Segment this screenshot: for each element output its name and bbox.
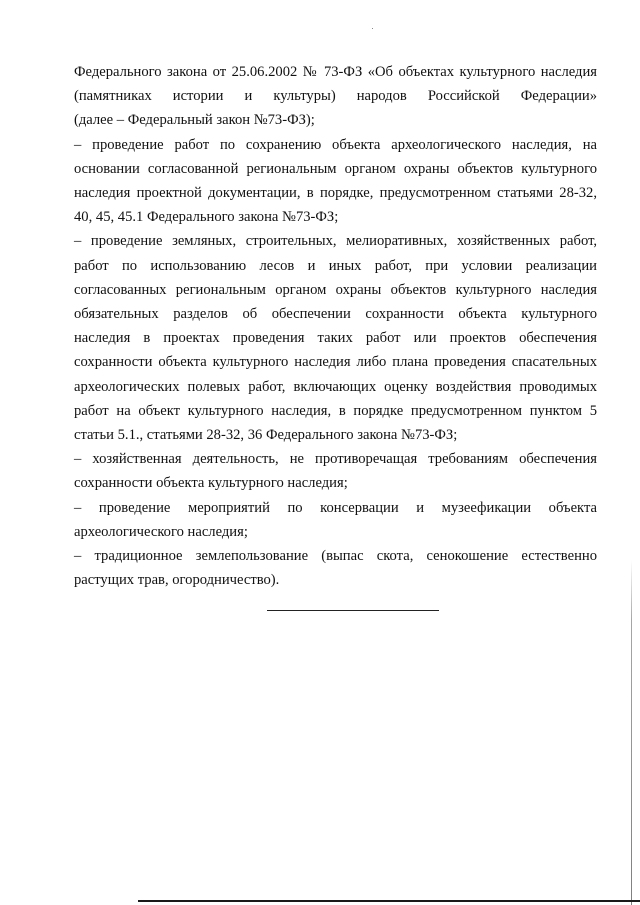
paragraph-law-reference-line-1: Федерального закона от 25.06.2002 № 73-ФЗ «Об объектах культурного наследия (74, 64, 597, 80)
list-item-land-use-line-1: – традиционное землепользование (выпас скота, сенокошение естественно (74, 548, 597, 565)
list-item-earthworks-line-6: сохранности объекта культурного наследия либо плана проведения спасательных (74, 354, 597, 371)
list-item-economic-activity-line-2: сохранности объекта культурного наследия; (74, 475, 348, 492)
list-item-conservation-line-2: археологического наследия; (74, 523, 248, 540)
list-item-economic-activity-line-1: – хозяйственная деятельность, не противоречащая требованиям обеспечения (74, 451, 597, 468)
paragraph-law-reference-line-3: (далее – Федеральный закон №73-ФЗ); (74, 112, 315, 129)
list-item-preservation-works-line-3: наследия проектной документации, в порядке, предусмотренном статьями 28-32, (74, 185, 597, 202)
end-of-text-rule (267, 610, 439, 611)
list-item-earthworks-line-4: обязательных разделов об обеспечении сохранности объекта культурного (74, 306, 597, 323)
document-body (74, 60, 597, 592)
list-item-earthworks-line-7: археологических полевых работ, включающих оценку воздействия проводимых (74, 378, 597, 395)
list-item-earthworks-line-5: наследия в проектах проведения таких работ или проектов обеспечения (74, 330, 597, 347)
list-item-preservation-works-line-1: – проведение работ по сохранению объекта археологического наследия, на (74, 136, 597, 153)
list-item-conservation-line-1: – проведение мероприятий по консервации и музеефикации объекта (74, 499, 597, 516)
list-item-earthworks-line-8: работ на объект культурного наследия, в порядке предусмотренном пунктом 5 (74, 402, 597, 419)
list-item-preservation-works-line-4: 40, 45, 45.1 Федерального закона №73-ФЗ; (74, 209, 339, 226)
list-item-earthworks-line-2: работ по использованию лесов и иных работ, при условии реализации (74, 257, 597, 274)
list-item-land-use-line-2: растущих трав, огородничество). (74, 572, 280, 589)
list-item-earthworks-line-9: статьи 5.1., статьями 28-32, 36 Федерального закона №73-ФЗ; (74, 427, 458, 444)
list-item-earthworks-line-1: – проведение земляных, строительных, мелиоративных, хозяйственных работ, (74, 233, 597, 250)
list-item-preservation-works-line-2: основании согласованной региональным органом охраны объектов культурного (74, 160, 597, 177)
scan-edge-shadow-right (631, 0, 632, 905)
paragraph-law-reference-line-2: (памятниках истории и культуры) народов Российской Федерации» (74, 88, 597, 105)
scan-edge-shadow-bottom (138, 900, 640, 902)
list-item-earthworks-line-3: согласованных региональным органом охраны объектов культурного наследия (74, 281, 597, 298)
scan-speck (372, 28, 373, 29)
